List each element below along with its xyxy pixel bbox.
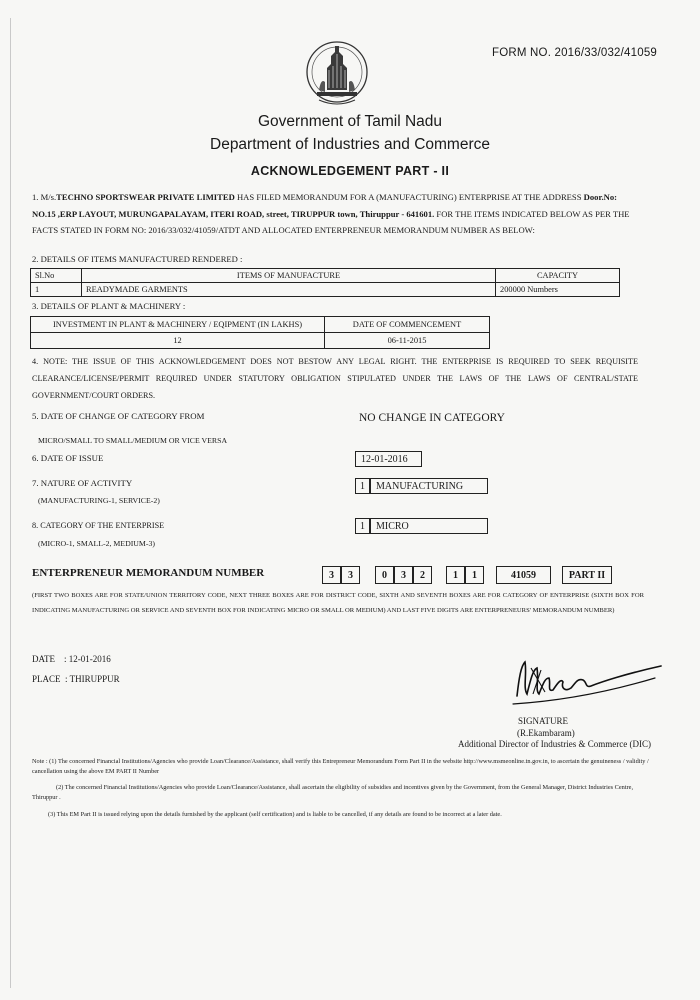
issue-date-label: 6. DATE OF ISSUE [32, 453, 104, 463]
memo-box-district-3: 2 [413, 566, 432, 584]
note-two: (2) The concerned Financial Institutions/Agencies who provide Loan/Clearance/Assistance, shall ascertain the eligibility of subsidies and incentives given by the Government, from the General Manager, District Industries Centre, Thiruppur . [32, 784, 634, 801]
footer-date-label: DATE [32, 654, 55, 664]
memo-box-activity: 1 [446, 566, 465, 584]
intro-suffix: FOR THE ITEMS INDICATED BELOW AS PER THE FACTS STATED IN FORM NO: 2016/33/032/41059/ATDT AND ALLOCATED ENTERPRENEUR MEMORANDUM NUMBER AS BELOW: [32, 208, 630, 235]
items-heading: 2. DETAILS OF ITEMS MANUFACTURED RENDERED : [32, 254, 243, 264]
cell-commencement: 06-11-2015 [325, 333, 490, 349]
cell-slno: 1 [31, 283, 82, 297]
memo-box-district-2: 3 [394, 566, 413, 584]
footer-place-value: : THIRUPPUR [65, 674, 120, 684]
change-category-sub-text: MICRO/SMALL TO SMALL/MEDIUM OR VICE VERSA [38, 436, 228, 445]
activity-code: 1 [355, 478, 370, 494]
table-row [31, 333, 490, 349]
footer-place-label: PLACE [32, 674, 61, 684]
col-header-commencement: DATE OF COMMENCEMENT [325, 317, 490, 333]
col-header-items: ITEMS OF MANUFACTURE [82, 269, 496, 283]
plant-table [30, 316, 490, 349]
company-address: Door.No: NO.15 ,ERP LAYOUT, MURUNGAPALAYAM, ITERI ROAD, street, TIRUPPUR town, Thiruppur - 641601. [32, 192, 617, 219]
signatory-title: Additional Director of Industries & Commerce (DIC) [458, 739, 651, 749]
memo-box-state-1: 3 [322, 566, 341, 584]
col-header-slno: Sl.No [31, 269, 82, 283]
cell-capacity: 200000 Numbers [496, 283, 620, 297]
government-title: Government of Tamil Nadu [257, 113, 443, 130]
handwritten-signature [505, 648, 665, 710]
department-title: Department of Industries and Commerce [210, 136, 490, 153]
cell-investment: 12 [31, 333, 325, 349]
change-category-label: 5. DATE OF CHANGE OF CATEGORY FROM [32, 411, 205, 421]
items-header-row [31, 269, 620, 283]
memo-box-category: 1 [465, 566, 484, 584]
signatory-name: (R.Ekambaram) [517, 728, 575, 738]
acknowledgement-title: ACKNOWLEDGEMENT PART - II [250, 164, 450, 178]
category-code: 1 [355, 518, 370, 534]
note-four: 4. NOTE: THE ISSUE OF THIS ACKNOWLEDGEMENT DOES NOT BESTOW ANY LEGAL RIGHT. THE ENTERPRISE IS REQUIRED TO SEEK REQUISITE CLEARANCE/LICENSE/PERMIT REQUIRED UNDER STATUTORY OBLIGATION STIPULATED UNDER THE LAWS OF THE LAWS OF CENTRAL/STATE GOVERNMENT/COURT ORDERS. [32, 357, 638, 400]
issue-date-value: 12-01-2016 [355, 451, 422, 467]
company-name: TECHNO SPORTSWEAR PRIVATE LIMITED [56, 192, 235, 202]
col-header-capacity: CAPACITY [496, 269, 620, 283]
memo-box-part: PART II [562, 566, 612, 584]
intro-paragraph [32, 189, 638, 239]
change-category-sub [38, 430, 227, 448]
note-one: Note : (1) The concerned Financial Institutions/Agencies who provide Loan/Clearance/Assistance, shall verify this Entrepreneur Memorandum Form Part II in the website http://www.msmeonline.tn.gov.in, to ascertain the genuineness / validity / cancellation using the above EM PART II Number [32, 758, 649, 775]
category-sub: (MICRO-1, SMALL-2, MEDIUM-3) [38, 539, 155, 548]
memo-box-state-2: 3 [341, 566, 360, 584]
category-value: MICRO [370, 518, 488, 534]
memo-box-district-1: 0 [375, 566, 394, 584]
footer-date-value: : 12-01-2016 [64, 654, 111, 664]
footer-date [32, 654, 111, 664]
plant-heading: 3. DETAILS OF PLANT & MACHINERY : [32, 301, 186, 311]
items-table [30, 268, 620, 297]
memorandum-label: ENTERPRENEUR MEMORANDUM NUMBER [32, 567, 265, 579]
memorandum-explanation: (FIRST TWO BOXES ARE FOR STATE/UNION TERRITORY CODE, NEXT THREE BOXES ARE FOR DISTRICT CODE, SIXTH AND SEVENTH BOXES ARE FOR CATEGORY OF ENTERPRISE (SIXTH BOX FOR INDICATING MANUFACTURING OR SERVICE AND SEVENTH BOX FOR INDICATING MICRO OR SMALL OR MEDIUM) AND LAST FIVE DIGITS ARE ENTERPRENEURS' MEMORANDUM NUMBER) [32, 592, 644, 614]
signature-label: SIGNATURE [518, 716, 569, 726]
activity-label: 7. NATURE OF ACTIVITY [32, 478, 133, 488]
col-header-investment: INVESTMENT IN PLANT & MACHINERY / EQIPMENT (IN LAKHS) [31, 317, 325, 333]
plant-header-row [31, 317, 490, 333]
intro-mid: HAS FILED MEMORANDUM FOR A (MANUFACTURING) ENTERPRISE AT THE ADDRESS [234, 192, 584, 202]
activity-sub: (MANUFACTURING-1, SERVICE-2) [38, 496, 160, 505]
form-number: FORM NO. 2016/33/032/41059 [492, 47, 658, 59]
note-three: (3) This EM Part II is issued relying upon the details furnished by the applicant (self certification) and is liable to be cancelled, if any details are found to be incorrect at a later date. [48, 811, 502, 818]
state-emblem-icon [305, 38, 369, 110]
activity-value: MANUFACTURING [370, 478, 488, 494]
intro-prefix: 1. M/s. [32, 192, 57, 202]
change-category-value: NO CHANGE IN CATEGORY [359, 412, 505, 424]
category-label: 8. CATEGORY OF THE ENTERPRISE [32, 521, 165, 530]
table-row [31, 283, 620, 297]
memo-box-number: 41059 [496, 566, 551, 584]
cell-item: READYMADE GARMENTS [82, 283, 496, 297]
footer-place [32, 674, 120, 684]
